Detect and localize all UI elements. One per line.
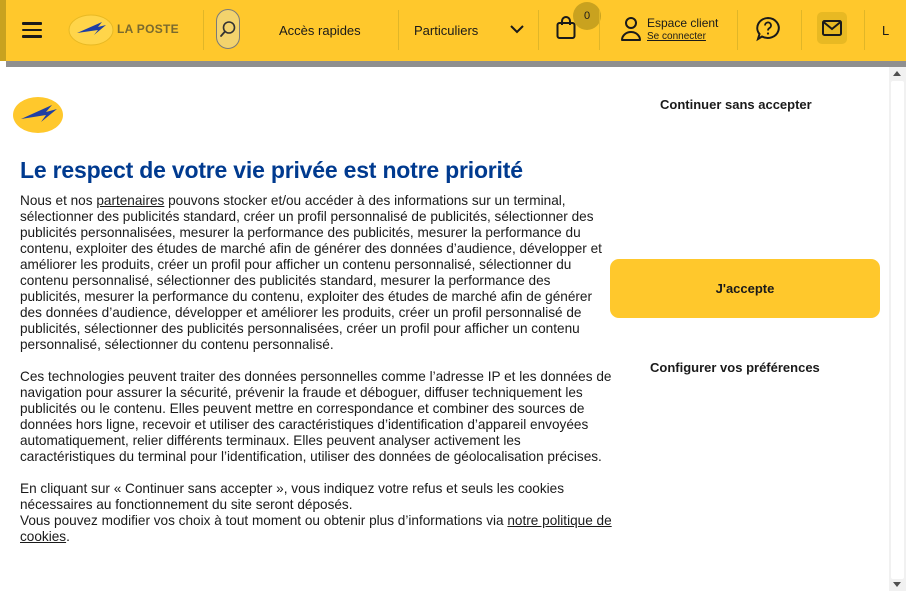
mail-icon — [822, 20, 842, 36]
consent-paragraph-2: Ces technologies peuvent traiter des données personnelles comme l’adresse IP et les données de navigation pour assurer la sécurité, prévenir la fraude et déboguer, diffuser techniquement les publicités ou le contenu. Elles peuvent mettre en correspondance et combiner des sources de données hors ligne, recevoir et utiliser des caractéristiques d’identification d’appareil envoyées automatiquement, relier différents terminaux. Elles peuvent analyser activement les caractéristiques du terminal pour l’identification, utiliser des données de géolocalisation précises. — [20, 369, 612, 464]
menu-icon[interactable] — [22, 22, 42, 38]
user-icon[interactable] — [620, 16, 642, 42]
scroll-down-arrow-icon[interactable] — [893, 582, 901, 587]
quick-access-link[interactable]: Accès rapides — [279, 23, 361, 38]
scroll-thumb[interactable] — [891, 81, 904, 579]
consent-title: Le respect de votre vie privée est notre priorité — [20, 157, 523, 183]
mail-button[interactable] — [817, 12, 847, 44]
partners-link[interactable]: partenaires — [96, 193, 165, 208]
scroll-up-arrow-icon[interactable] — [893, 71, 901, 76]
cart-count-badge: 0 — [573, 2, 601, 30]
cookie-policy-link[interactable]: notre politique de cookies — [20, 513, 612, 544]
accept-button[interactable]: J'accepte — [610, 259, 880, 318]
configure-preferences-button[interactable]: Configurer vos préférences — [650, 360, 820, 375]
header-divider — [737, 10, 738, 50]
consent-paragraph-3: En cliquant sur « Continuer sans accepter », vous indiquez votre refus et seuls les cookies nécessaires au fonctionnement du site seront déposés. Vous pouvez modifier vos choix à tout moment ou obtenir plus d’informations via notre politique de cookies. — [20, 481, 612, 544]
consent-paragraph-1: Nous et nos partenaires pouvons stocker et/ou accéder à des informations sur un terminal, sélectionner des publicités standard, créer un profil personnalisé de publicités, sélectionner des publicités personnalisées, mesurer la performance des publicités, mesurer la performance du contenu, exploiter des études de marché afin de générer des données d’audience, développer et améliorer les produits, créer un profil pour afficher un contenu personnalisé, sélectionner du contenu personnalisé, sélectionner des publicités standard, mesurer la performance des publicités, mesurer la performance du contenu, exploiter des études de marché afin de générer des données d’audience, développer et améliorer les produits, créer un profil personnalisé de publicités, sélectionner des publicités personnalisées, créer un profil pour afficher un contenu personnalisé, sélectionner du contenu personnalisé. — [20, 193, 602, 352]
login-link[interactable]: Se connecter — [647, 31, 706, 42]
account-title: Espace client — [647, 16, 719, 30]
site-header — [0, 0, 906, 61]
header-divider — [538, 10, 539, 50]
brand-name[interactable]: LA POSTE — [117, 22, 179, 36]
chevron-down-icon[interactable] — [508, 20, 526, 38]
vertical-scrollbar[interactable] — [889, 67, 906, 591]
search-button[interactable] — [216, 9, 240, 49]
header-divider — [864, 10, 865, 50]
header-divider — [398, 10, 399, 50]
header-divider — [203, 10, 204, 50]
chat-help-icon[interactable] — [755, 16, 781, 42]
search-icon — [219, 20, 237, 38]
cookie-consent-dialog — [0, 67, 889, 591]
segment-selector[interactable]: Particuliers — [414, 23, 479, 38]
la-poste-logo-icon — [12, 95, 64, 135]
la-poste-logo-icon[interactable] — [68, 13, 114, 47]
header-divider — [599, 10, 600, 50]
header-divider — [801, 10, 802, 50]
consent-description — [20, 193, 614, 561]
header-cut-off-item[interactable]: L — [882, 23, 890, 38]
continue-without-accepting-button[interactable]: Continuer sans accepter — [660, 97, 812, 112]
account-menu[interactable] — [647, 17, 718, 43]
